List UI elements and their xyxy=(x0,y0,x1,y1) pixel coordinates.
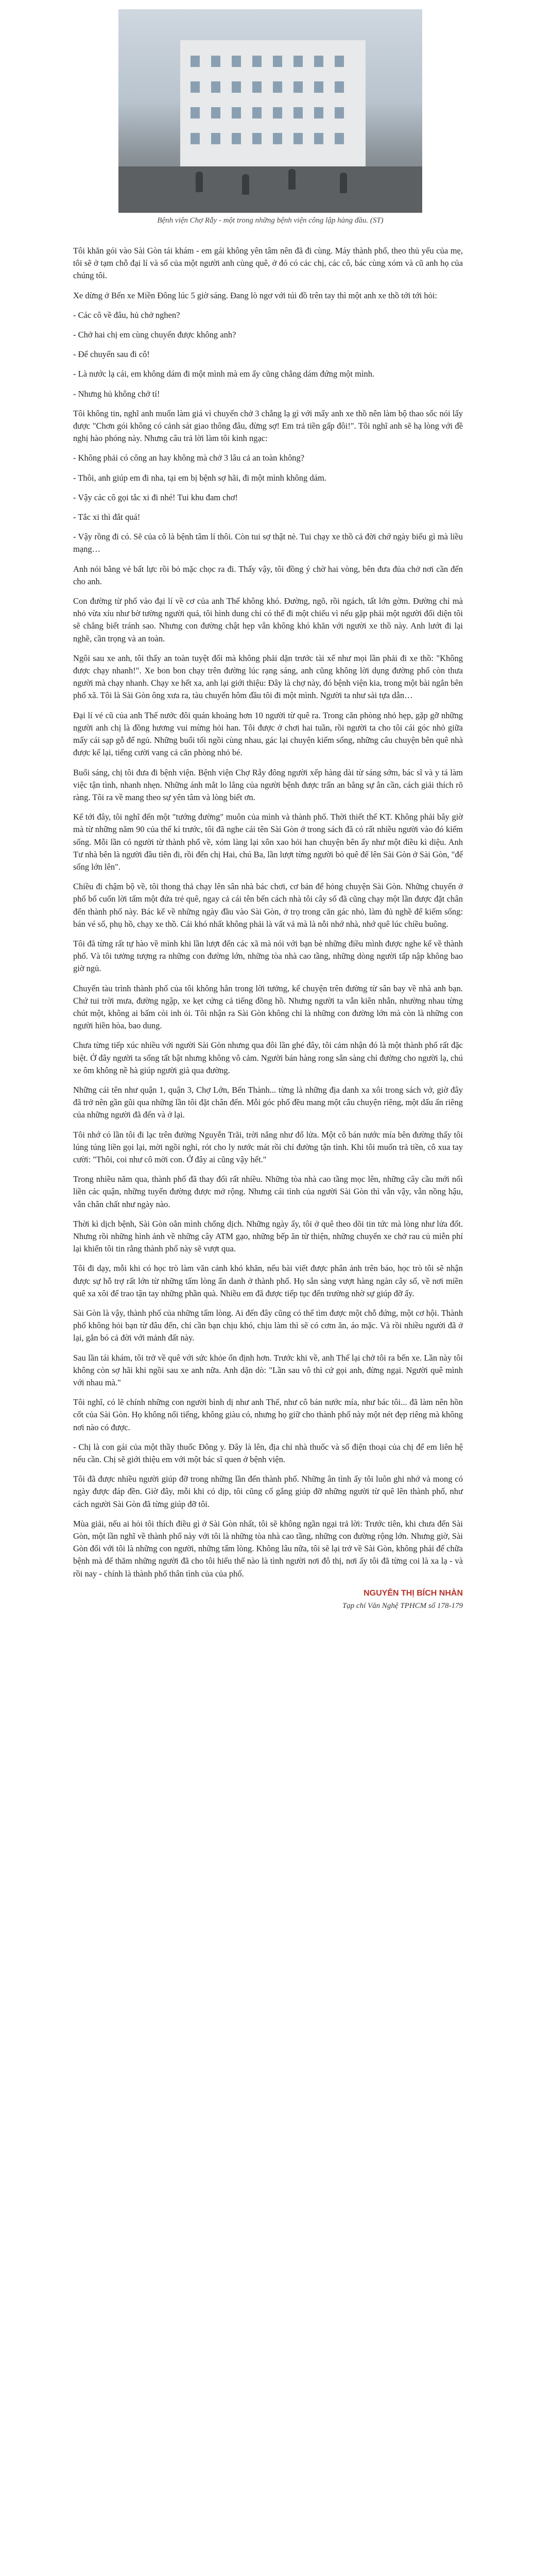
article-paragraph: Chưa từng tiếp xúc nhiều với người Sài Gòn nhưng qua đôi lần ghé đây, tôi cảm nhận đó là một thành phố rất đặc biệt. Ở đây người ta sống tất bật nhưng không vô cảm. Người bán hàng rong sẵn sàng chỉ đường cho người lạ, chú xe ôm không nề hà giúp người già qua đường. xyxy=(73,1040,463,1075)
article-paragraph: Buổi sáng, chị tôi đưa đi bệnh viện. Bệnh viện Chợ Rẫy đông người xếp hàng dài từ sáng sớm, bác sĩ và y tá làm việc tận tình, nhanh nhẹn. Những ánh mắt lo lắng của người bệnh được trấn an bằng sự ân cần, cách giải thích rõ ràng. Tôi ra về mang theo sự yên tâm và lòng biết ơn. xyxy=(73,767,463,802)
article-paragraph: Tôi khăn gói vào Sài Gòn tái khám - em gái không yên tâm nên đã đi cùng. Máy thành phố, theo thủ yếu của mẹ, tôi sẽ ở tạm chỗ đại lí và sổ của một người anh cùng quê, ở đó có các chị, các cô, bác cùng xóm và cũ anh họ của chúng tôi. xyxy=(73,246,463,281)
article-paragraph: Tôi nghĩ, có lẽ chính những con người bình dị như anh Thế, như cô bán nước mía, như bác tôi... đã làm nên hồn cốt của Sài Gòn. Họ không nổi tiếng, không giàu có, nhưng họ giữ cho thành phố này một nét đẹp riêng mà không nơi nào có được. xyxy=(73,1397,463,1432)
article-paragraph: - Thôi, anh giúp em đi nha, tại em bị bệnh sợ hãi, đi một mình không dám. xyxy=(73,472,326,483)
article-paragraph: Tôi đã được nhiều người giúp đỡ trong những lần đến thành phố. Những ân tình ấy tôi luôn ghi nhớ và mong có ngày được đáp đền. Giờ đây, mỗi khi có dịp, tôi cũng cố gắng giúp đỡ những người từ quê lên thành phố, như cách người Sài Gòn đã từng giúp đỡ tôi. xyxy=(73,1474,463,1509)
article-paragraph: - Để chuyến sau đi cô! xyxy=(73,349,150,360)
article-paragraph: - Là nước lạ cái, em không dám đi một mình mà em ấy cũng chẳng dám đứng một mình. xyxy=(73,369,375,379)
article-paragraph: - Vậy rồng đi có. Sẽ của cô là bệnh tâm lí thôi. Còn tui sợ thật nè. Tui chạy xe thồ cả đời chớ ngày biểu gì mà liều mạng… xyxy=(73,532,463,554)
article-paragraph: - Chị là con gái của một thầy thuốc Đông y. Đây là lên, địa chỉ nhà thuốc và số điện thoại của chị để em liên hệ nếu cần. Chị sẽ giới thiệu em với một bác sĩ quen ở bệnh viện. xyxy=(73,1442,463,1465)
article-paragraph: Con đường từ phố vào đại lí về cơ của anh Thế không khó. Đường, ngõ, rồi ngách, tất lớn gờm. Đường chỉ mà nhỏ vừa xíu như bờ tường người quá, tôi hình dung chỉ có thể đi một chiếu vì nếu gặp phải một người đối diện tôi sẽ chẳng biết tránh sao. Nhưng con đường chật hẹp vẫn không khó khăn với người xe thồ này. Anh lướt đi lại nghề, cần trọng và an toàn. xyxy=(73,596,463,643)
article-source: Tạp chí Văn Nghệ TPHCM số 178-179 xyxy=(342,1602,463,1611)
street-ground xyxy=(118,166,422,213)
article-paragraph: - Các cô về đâu, hủ chở nghen? xyxy=(73,310,180,320)
article-paragraph: Đại lí vé cũ của anh Thế nước đôi quán khoảng hơn 10 người từ quê ra. Trong căn phòng nhỏ hẹp, gặp gỡ những người anh chị là đồng hương vui mừng hỏi han. Tôi được ở chơi hai tuần, rồi người ta cho tôi cái góc nhỏ giữa mấy cái sạp gỗ để ngủ. Những buổi tối ngồi cùng nhau, gác lại chuyện kiếm sống, những câu chuyện bên quê nhà được kể lại, tiếng cười vang cả căn phòng nhỏ bé. xyxy=(73,710,463,758)
article-paragraph: - Nhưng hủ không chở tí! xyxy=(73,388,160,399)
article-paragraph: Trong nhiều năm qua, thành phố đã thay đổi rất nhiều. Những tòa nhà cao tầng mọc lên, những cây cầu mới nối liền các quận, những tuyến đường được mở rộng. Nhưng cái tình của người Sài Gòn thì vẫn vậy, vẫn nồng hậu, vẫn chân chất như ngày nào. xyxy=(73,1174,463,1209)
article-paragraph: - Vậy các cô gọi tắc xi đi nhé! Tui khu đam chơ! xyxy=(73,492,238,502)
article-paragraph: Chuyến tàu trình thành phố của tôi không hẳn trong lời tưởng, kể chuyện trên đường từ sân bay về nhà anh bạn. Chứ tui trời mưa, đường ngập, xe kẹt cứng cả tiếng đồng hồ. Nhưng người ta vẫn kiên nhẫn, nhường nhau từng chút một, không ai bấm còi inh ỏi. Tôi nhận ra Sài Gòn không chỉ là những con đường lớn mà còn là những con người hiền hòa, bao dung. xyxy=(73,983,463,1031)
article-paragraph: Thời kì dịch bệnh, Sài Gòn oằn mình chống dịch. Những ngày ấy, tôi ở quê theo dõi tin tức mà lòng như lửa đốt. Nhưng rồi những hình ảnh về những cây ATM gạo, những bếp ăn từ thiện, những chuyến xe chở rau củ miễn phí lại khiến tôi tin rằng thành phố này sẽ vượt qua. xyxy=(73,1218,463,1254)
article-paragraph: Chiều đi chậm bộ về, tôi thong thả chạy lên sân nhà bác chơi, cơ bản để hỏng chuyện Sài Gòn. Những chuyến ở phố bổ cuốn lời tấm một đứa trẻ quê, ngay cả cái tên bến cách nhà tôi cây số đã cũng chạy một lần được đặt chân đến thành phố này. Bác kể về những ngày đầu vào Sài Gòn, ở trọ trong căn gác nhỏ, làm đủ nghề để kiếm sống: bán vé số, phụ hồ, chạy xe thồ. Cái khó nhất không phải là vất vả mà là nỗi nhớ nhà, nhớ quê lúc chiều buông. xyxy=(73,882,463,929)
article-paragraph: - Không phải có công an hay không mà chở 3 lâu cả an toàn không? xyxy=(73,453,305,463)
article-paragraph: Mùa giải, nếu ai hỏi tôi thích điều gì ở Sài Gòn nhất, tôi sẽ không ngần ngại trả lời: Trước tiên, khi chưa đến Sài Gòn, một lần nghĩ về thành phố này với tôi là những tòa nhà cao tầng, những con đường rộng lớn. Nhưng giờ, Sài Gòn đối với tôi là những con người, những tấm lòng. Không lâu nữa, tôi sẽ lại trở về Sài Gòn, không phải để chữa bệnh mà để thăm những người đã cho tôi hiểu thế nào là tình người nơi đô thị, nơi ấy tôi đã từng coi là xa lạ - và rồi nay - chính là thành phố thân tình của của phố. xyxy=(73,1518,463,1579)
article-paragraph: Tôi nhớ có lần tôi đi lạc trên đường Nguyễn Trãi, trời nắng như đổ lửa. Một cô bán nước mía bên đường thấy tôi lúng túng liền gọi lại, mời ngồi nghỉ, rót cho ly nước mát rồi chỉ đường tận tình. Khi tôi muốn trả tiền, cô xua tay cười: "Thôi, coi như cô mời con. Ở đây ai cũng vậy hết." xyxy=(73,1129,463,1164)
image-caption: Bệnh viện Chợ Rẫy - một trong những bệnh viện công lập hàng đầu. (ST) xyxy=(157,216,384,225)
article-paragraphs xyxy=(73,245,463,1580)
article-paragraph: Tôi đi dạy, mỗi khi có học trò làm văn cảnh khó khăn, nếu bài viết được phân ảnh trên báo, học trò tôi sẽ nhận được sự hỗ trợ rất lớn từ những tấm lòng ẩn danh ở thành phố. Họ sẵn sàng vượt hàng ngàn cây số, về nơi miền quê xa xôi để trao tận tay những phần quà. Nhiều em đã được tiếp tục đến trường nhờ sự giúp đỡ ấy. xyxy=(73,1263,463,1298)
article-paragraph: - Chở hai chị em cùng chuyến được không anh? xyxy=(73,330,236,340)
article-paragraph: Sài Gòn là vậy, thành phố của những tấm lòng. Ai đến đây cũng có thể tìm được một chỗ đứng, một cơ hội. Thành phố không hỏi bạn từ đâu đến, chỉ cần bạn chịu khó, chịu làm thì sẽ có cơm ăn, áo mặc. Và rồi nhiều người đã ở lại, gắn bó cả đời với mảnh đất này. xyxy=(73,1308,463,1343)
article-hero-image xyxy=(118,9,422,213)
article-paragraph: Anh nói bằng vẻ bất lực rồi bỏ mặc chọc ra đi. Thấy vậy, tôi đồng ý chờ hai vòng, bên đưa đủa chở nơi cần đến cho anh. xyxy=(73,564,463,586)
article-paragraph: - Tắc xi thì đắt quá! xyxy=(73,512,141,522)
article-paragraph: Ngôi sau xe anh, tôi thấy an toàn tuyệt đối mà không phải dặn trước tài xế như mọi lần phải đi xe thồ: "Không được chạy nhanh!". Xe bon bon chạy trên đường lúc rạng sáng, anh cũng không lời dụng đường phố còn thưa người mà chạy nhanh. Chạy xe hết xa, anh lại giới thiệu: Đây là chợ này, đó bệnh viện kia, trong một bài ngắn bên phố xã. Tôi là Sài Gòn ông xưa ra, tàu chuyến hôm đầu tôi đi một mình. Người ta như sài tựa dẫn… xyxy=(73,653,463,701)
article-signature xyxy=(73,1587,463,1612)
hospital-building xyxy=(180,40,366,169)
article-paragraph: Xe dừng ở Bến xe Miền Đông lúc 5 giờ sáng. Đang lò ngơ với túi đồ trên tay thì một anh xe thồ tới tới hỏi: xyxy=(73,290,438,300)
article-paragraph: Tôi không tin, nghĩ anh muốn làm giá vì chuyến chở 3 chẳng lạ gì với mấy anh xe thồ nên làm bộ thao sốc nói lấy được "Chơn gói không có cảnh sát giao thông đâu, đừng sợ! Em trả tiền gấp đôi!". Tôi nghĩ anh sẽ hạ lòng với đề nghị hào phóng này. Nhưng câu trả lời làm tôi kinh ngạc: xyxy=(73,408,463,444)
author-name: NGUYỄN THỊ BÍCH NHÀN xyxy=(364,1588,463,1598)
article-body xyxy=(73,245,463,1612)
article-paragraph: Tôi đã từng rất tự hào về mình khi lần lượt đến các xã mà nói với bạn bè những điều mình được nghe kể về thành phố. Và tôi tưởng tượng ra những con đường lớn, những tòa nhà cao tầng, những dòng người tấp nập không bao giờ ngủ. xyxy=(73,938,463,974)
article-paragraph: Những cái tên như quận 1, quận 3, Chợ Lớn, Bến Thành... từng là những địa danh xa xôi trong sách vở, giờ đây đã trở nên gần gũi qua những lần tôi đặt chân đến. Mỗi góc phố đều mang một câu chuyện riêng, một dấu ấn riêng của những người đã đến và ở lại. xyxy=(73,1084,463,1120)
article-paragraph: Kế tới đây, tôi nghĩ đến một "tướng đường" muôn của mình và thành phố. Thời thiết thế KT. Không phải bây giờ mà từ những năm 90 của thế kỉ trước, tôi đã nghe cái tên Sài Gòn ở trong sách đã có rất nhiều người vào đó kiếm sống. Mỗi lần có người từ thành phố về, xóm làng lại xôn xao hỏi han chuyện bên ấy như một điều kì diệu. Anh Tư nhà bên là người đầu tiên đi, rồi đến chị Hai, chú Ba, lần lượt từng người bỏ quê để lên Sài Gòn ở Sài Gòn, "để sống lớn lên". xyxy=(73,812,463,872)
article-paragraph: Sau lần tái khám, tôi trở về quê với sức khỏe ổn định hơn. Trước khi về, anh Thế lại chở tôi ra bến xe. Lần này tôi không còn sợ hãi khi ngồi sau xe anh nữa. Anh dặn dò: "Lần sau vô thì cứ gọi anh, đừng ngại. Người quê mình với nhau mà." xyxy=(73,1352,463,1388)
